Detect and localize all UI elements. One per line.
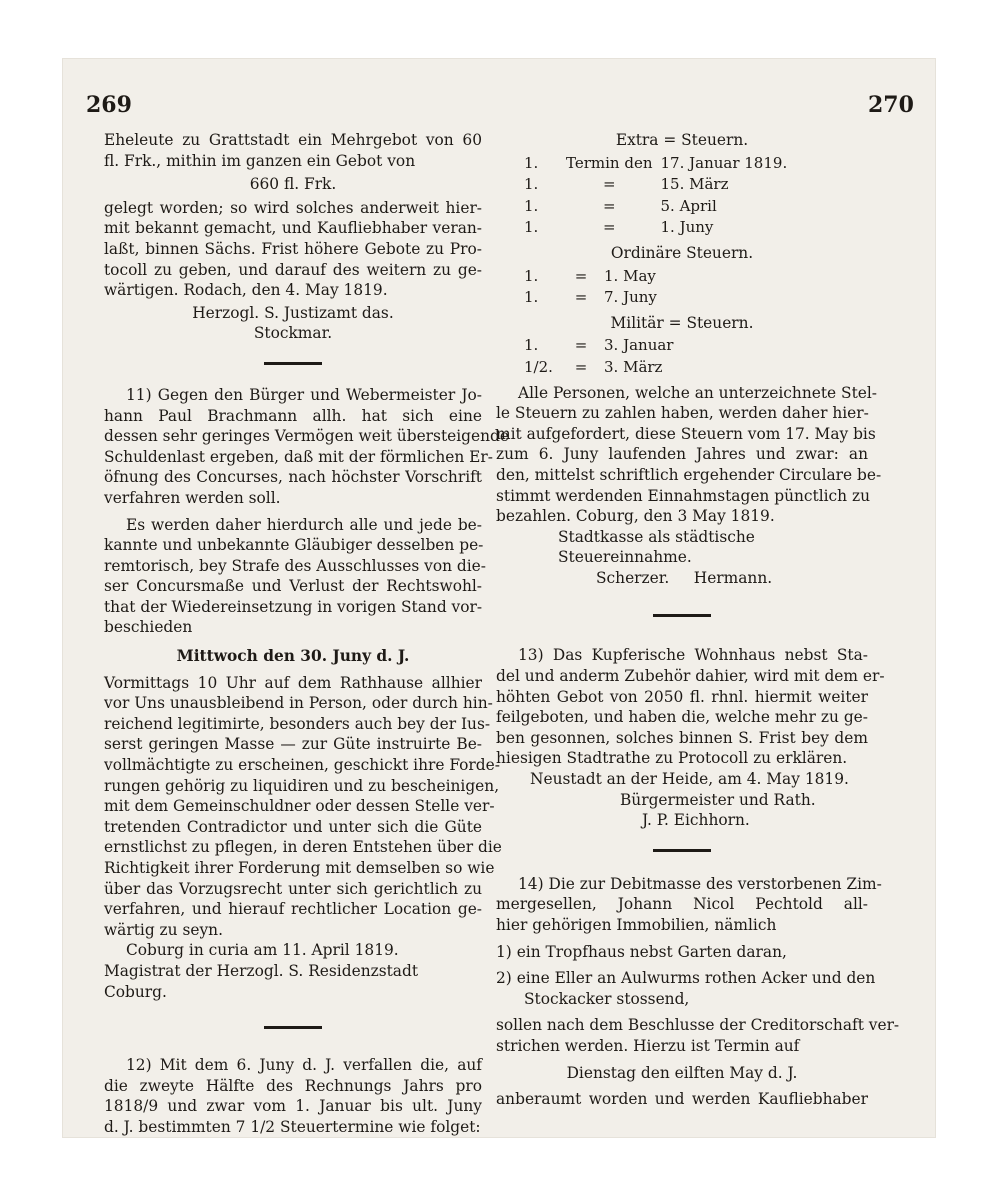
text-line: dessen sehr geringes Vermögen weit übersteigende (104, 427, 509, 446)
notice-14 (496, 874, 882, 936)
term-date: 3. Januar (604, 336, 674, 355)
signature-office: Stadtkasse als städtische Steuereinnahme. (558, 527, 755, 567)
text-line: 13) Das Kupferische Wohnhaus nebst Sta- (518, 646, 868, 665)
text-line: mergesellen, Johann Nicol Pechtold all- (496, 895, 868, 914)
text-line: verfahren, und hierauf rechtlicher Location ge- (104, 900, 482, 919)
ordinary-taxes-heading: Ordinäre Steuern. (610, 243, 754, 262)
text-line: 12) Mit dem 6. Juny d. J. verfallen die, auf (126, 1056, 482, 1075)
text-line: höhten Gebot von 2050 fl. rhnl. hiermit weiter (496, 687, 868, 706)
text-line: Es werden daher hierdurch alle und jede be- (126, 515, 482, 534)
text-line: Vormittags 10 Uhr auf dem Rathhause allhier (104, 673, 482, 692)
term-count: 1. (524, 153, 539, 172)
text-line: Schuldenlast ergeben, daß mit der förmlichen Er- (104, 447, 493, 466)
notice-11 (104, 385, 509, 509)
table-row (524, 174, 795, 196)
paragraph (104, 198, 482, 301)
text-line: kannte und unbekannte Gläubiger desselben pe- (104, 536, 484, 555)
term-count: 1. (524, 175, 539, 194)
term-label: = (574, 357, 588, 376)
table-row (524, 196, 795, 218)
signature-office: Herzogl. S. Justizamt das. (192, 303, 394, 322)
place-date: Neustadt an der Heide, am 4. May 1819. (530, 770, 849, 789)
continued-paragraph (104, 130, 482, 171)
text-line: feilgeboten, und haben die, welche mehr zu ge- (496, 708, 868, 727)
text-line: 11) Gegen den Bürger und Webermeister Jo- (126, 385, 482, 404)
term-label: = (574, 288, 588, 307)
extra-taxes-table (524, 153, 795, 239)
signature-name: Stockmar. (253, 324, 333, 343)
text-line: del und anderm Zubehör dahier, wird mit dem er- (496, 667, 885, 686)
text-line: strichen werden. Hierzu ist Termin auf (496, 1036, 800, 1055)
auction-date: Dienstag den eilften May d. J. (566, 1063, 798, 1082)
text-line: d. J. bestimmten 7 1/2 Steuertermine wie folget: (104, 1117, 481, 1136)
table-row (524, 335, 681, 357)
term-date: 1. Juny (660, 218, 714, 237)
term-date: 5. April (660, 196, 717, 215)
military-taxes-heading: Militär = Steuern. (610, 313, 754, 332)
paragraph (496, 1089, 868, 1110)
text-line: tocoll zu geben, und darauf des weitern zu ge- (104, 260, 482, 279)
term-count: 1. (524, 336, 539, 355)
text-line: öfnung des Concurses, nach höchster Vorschrift (104, 468, 482, 487)
text-line: hier gehörigen Immobilien, nämlich (496, 916, 777, 934)
text-line: le Steuern zu zahlen haben, werden daher hier- (496, 404, 869, 423)
text-line: 14) Die zur Debitmasse des verstorbenen Zim- (518, 874, 882, 893)
list-item (496, 968, 876, 1009)
term-label: = (602, 175, 616, 194)
term-label: = (602, 196, 616, 215)
text-line: Richtigkeit ihrer Forderung mit demselben so wie (104, 859, 495, 877)
text-line: beschieden (104, 618, 193, 637)
separator-rule (264, 1026, 322, 1029)
term-count: 1. (524, 196, 539, 215)
separator-rule (264, 362, 322, 365)
place-date: Coburg in curia am 11. April 1819. (126, 941, 399, 960)
signature-magistrate: Magistrat der Herzogl. S. Residenzstadt Coburg. (104, 961, 419, 1001)
notice-12 (104, 1055, 482, 1137)
notice-11-details (104, 673, 502, 941)
page-number-left: 269 (86, 92, 132, 118)
text-line: ernstlichst zu pflegen, in deren Entstehen über die (104, 838, 502, 857)
right-column (496, 130, 900, 1110)
text-line: 2) eine Eller an Aulwurms rothen Acker und den (496, 969, 876, 988)
term-label: Termin den (566, 153, 653, 172)
notice-11-summons (104, 515, 486, 639)
hearing-date: Mittwoch den 30. Juny d. J. (176, 647, 410, 666)
term-count: 1. (524, 266, 539, 285)
term-label: = (602, 218, 616, 237)
text-line: tretenden Contradictor und unter sich die Güte (104, 817, 482, 836)
list-item: 1) ein Tropfhaus nebst Garten daran, (496, 942, 787, 961)
bid-amount: 660 fl. Frk. (249, 175, 337, 194)
signature-names: Scherzer. Hermann. (596, 568, 773, 587)
paragraph (496, 1015, 900, 1056)
text-line: rungen gehörig zu liquidiren und zu bescheinigen, (104, 776, 500, 795)
term-count: 1. (524, 288, 539, 307)
signature-name: J. P. Eichhorn. (642, 811, 750, 830)
text-line: ben gesonnen, solches binnen S. Frist bey dem (496, 728, 868, 747)
text-line: Stockacker stossend, (524, 989, 690, 1008)
tax-notice-paragraph (496, 383, 882, 527)
text-line: mit bekannt gemacht, und Kaufliebhaber veran- (104, 219, 482, 238)
term-label: = (574, 266, 588, 285)
text-line: über das Vorzugsrecht unter sich gerichtlich zu (104, 879, 482, 898)
text-line: laßt, binnen Sächs. Frist höhere Gebote zu Pro- (104, 239, 482, 258)
text-line: bezahlen. Coburg, den 3 May 1819. (496, 507, 775, 526)
text-line: verfahren werden soll. (104, 488, 281, 507)
table-row (524, 266, 665, 288)
text-line: that der Wiedereinsetzung in vorigen Stand vor- (104, 597, 483, 616)
term-count: 1/2. (524, 357, 553, 376)
extra-taxes-heading: Extra = Steuern. (615, 131, 749, 149)
text-line: stimmt werdenden Einnahmstagen pünctlich zu (496, 486, 871, 505)
term-label: = (574, 336, 588, 355)
text-line: fl. Frk., mithin im ganzen ein Gebot von (104, 151, 416, 170)
text-line: hiesigen Stadtrathe zu Protocoll zu erklären. (496, 749, 848, 768)
table-row (524, 153, 795, 175)
text-line: sollen nach dem Beschlusse der Creditorschaft ver- (496, 1016, 900, 1035)
text-line: die zweyte Hälfte des Rechnungs Jahrs pro (104, 1076, 482, 1095)
text-line: gelegt worden; so wird solches anderweit hier- (104, 198, 482, 217)
text-line: mit dem Gemeinschuldner oder dessen Stelle ver- (104, 797, 495, 816)
text-line: 1818/9 und zwar vom 1. Januar bis ult. Juny (104, 1097, 482, 1116)
separator-rule (653, 849, 711, 852)
text-line: hann Paul Brachmann allh. hat sich eine (104, 406, 482, 425)
text-line: anberaumt worden und werden Kaufliebhaber (496, 1090, 868, 1109)
text-line: Alle Personen, welche an unterzeichnete Stel- (518, 383, 877, 402)
term-date: 1. May (604, 266, 656, 285)
text-line: den, mittelst schriftlich ergehender Circulare be- (496, 465, 882, 484)
text-line: ser Concursmaße und Verlust der Rechtswohl- (104, 577, 482, 596)
table-row (524, 357, 681, 379)
left-column (104, 130, 509, 1138)
notice-13 (496, 645, 885, 769)
term-date: 17. Januar 1819. (660, 153, 788, 172)
table-row (524, 217, 795, 239)
page-number-right: 270 (868, 92, 914, 118)
separator-rule (653, 614, 711, 617)
text-line: mit aufgefordert, diese Steuern vom 17. May bis (496, 424, 876, 443)
text-line: vor Uns unausbleibend in Person, oder durch hin- (104, 694, 493, 713)
text-line: wärtig zu seyn. (104, 920, 223, 939)
table-row (524, 287, 665, 309)
term-date: 7. Juny (604, 288, 657, 307)
text-line: vollmächtigte zu erscheinen, geschickt ihre Forde- (104, 756, 500, 775)
ordinary-taxes-table (524, 266, 665, 309)
text-line: Eheleute zu Grattstadt ein Mehrgebot von 60 (104, 131, 482, 149)
term-date: 3. März (604, 357, 663, 376)
text-line: reichend legitimirte, besonders auch bey der Ius- (104, 714, 491, 733)
term-date: 15. März (660, 175, 729, 194)
text-line: wärtigen. Rodach, den 4. May 1819. (104, 281, 388, 300)
text-line: serst geringen Masse — zur Güte instruirte Be- (104, 735, 482, 754)
signature-office: Bürgermeister und Rath. (620, 790, 816, 809)
text-line: zum 6. Juny laufenden Jahres und zwar: an (496, 445, 868, 464)
military-taxes-table (524, 335, 681, 378)
term-count: 1. (524, 218, 539, 237)
text-line: remtorisch, bey Strafe des Ausschlusses von die- (104, 556, 486, 575)
